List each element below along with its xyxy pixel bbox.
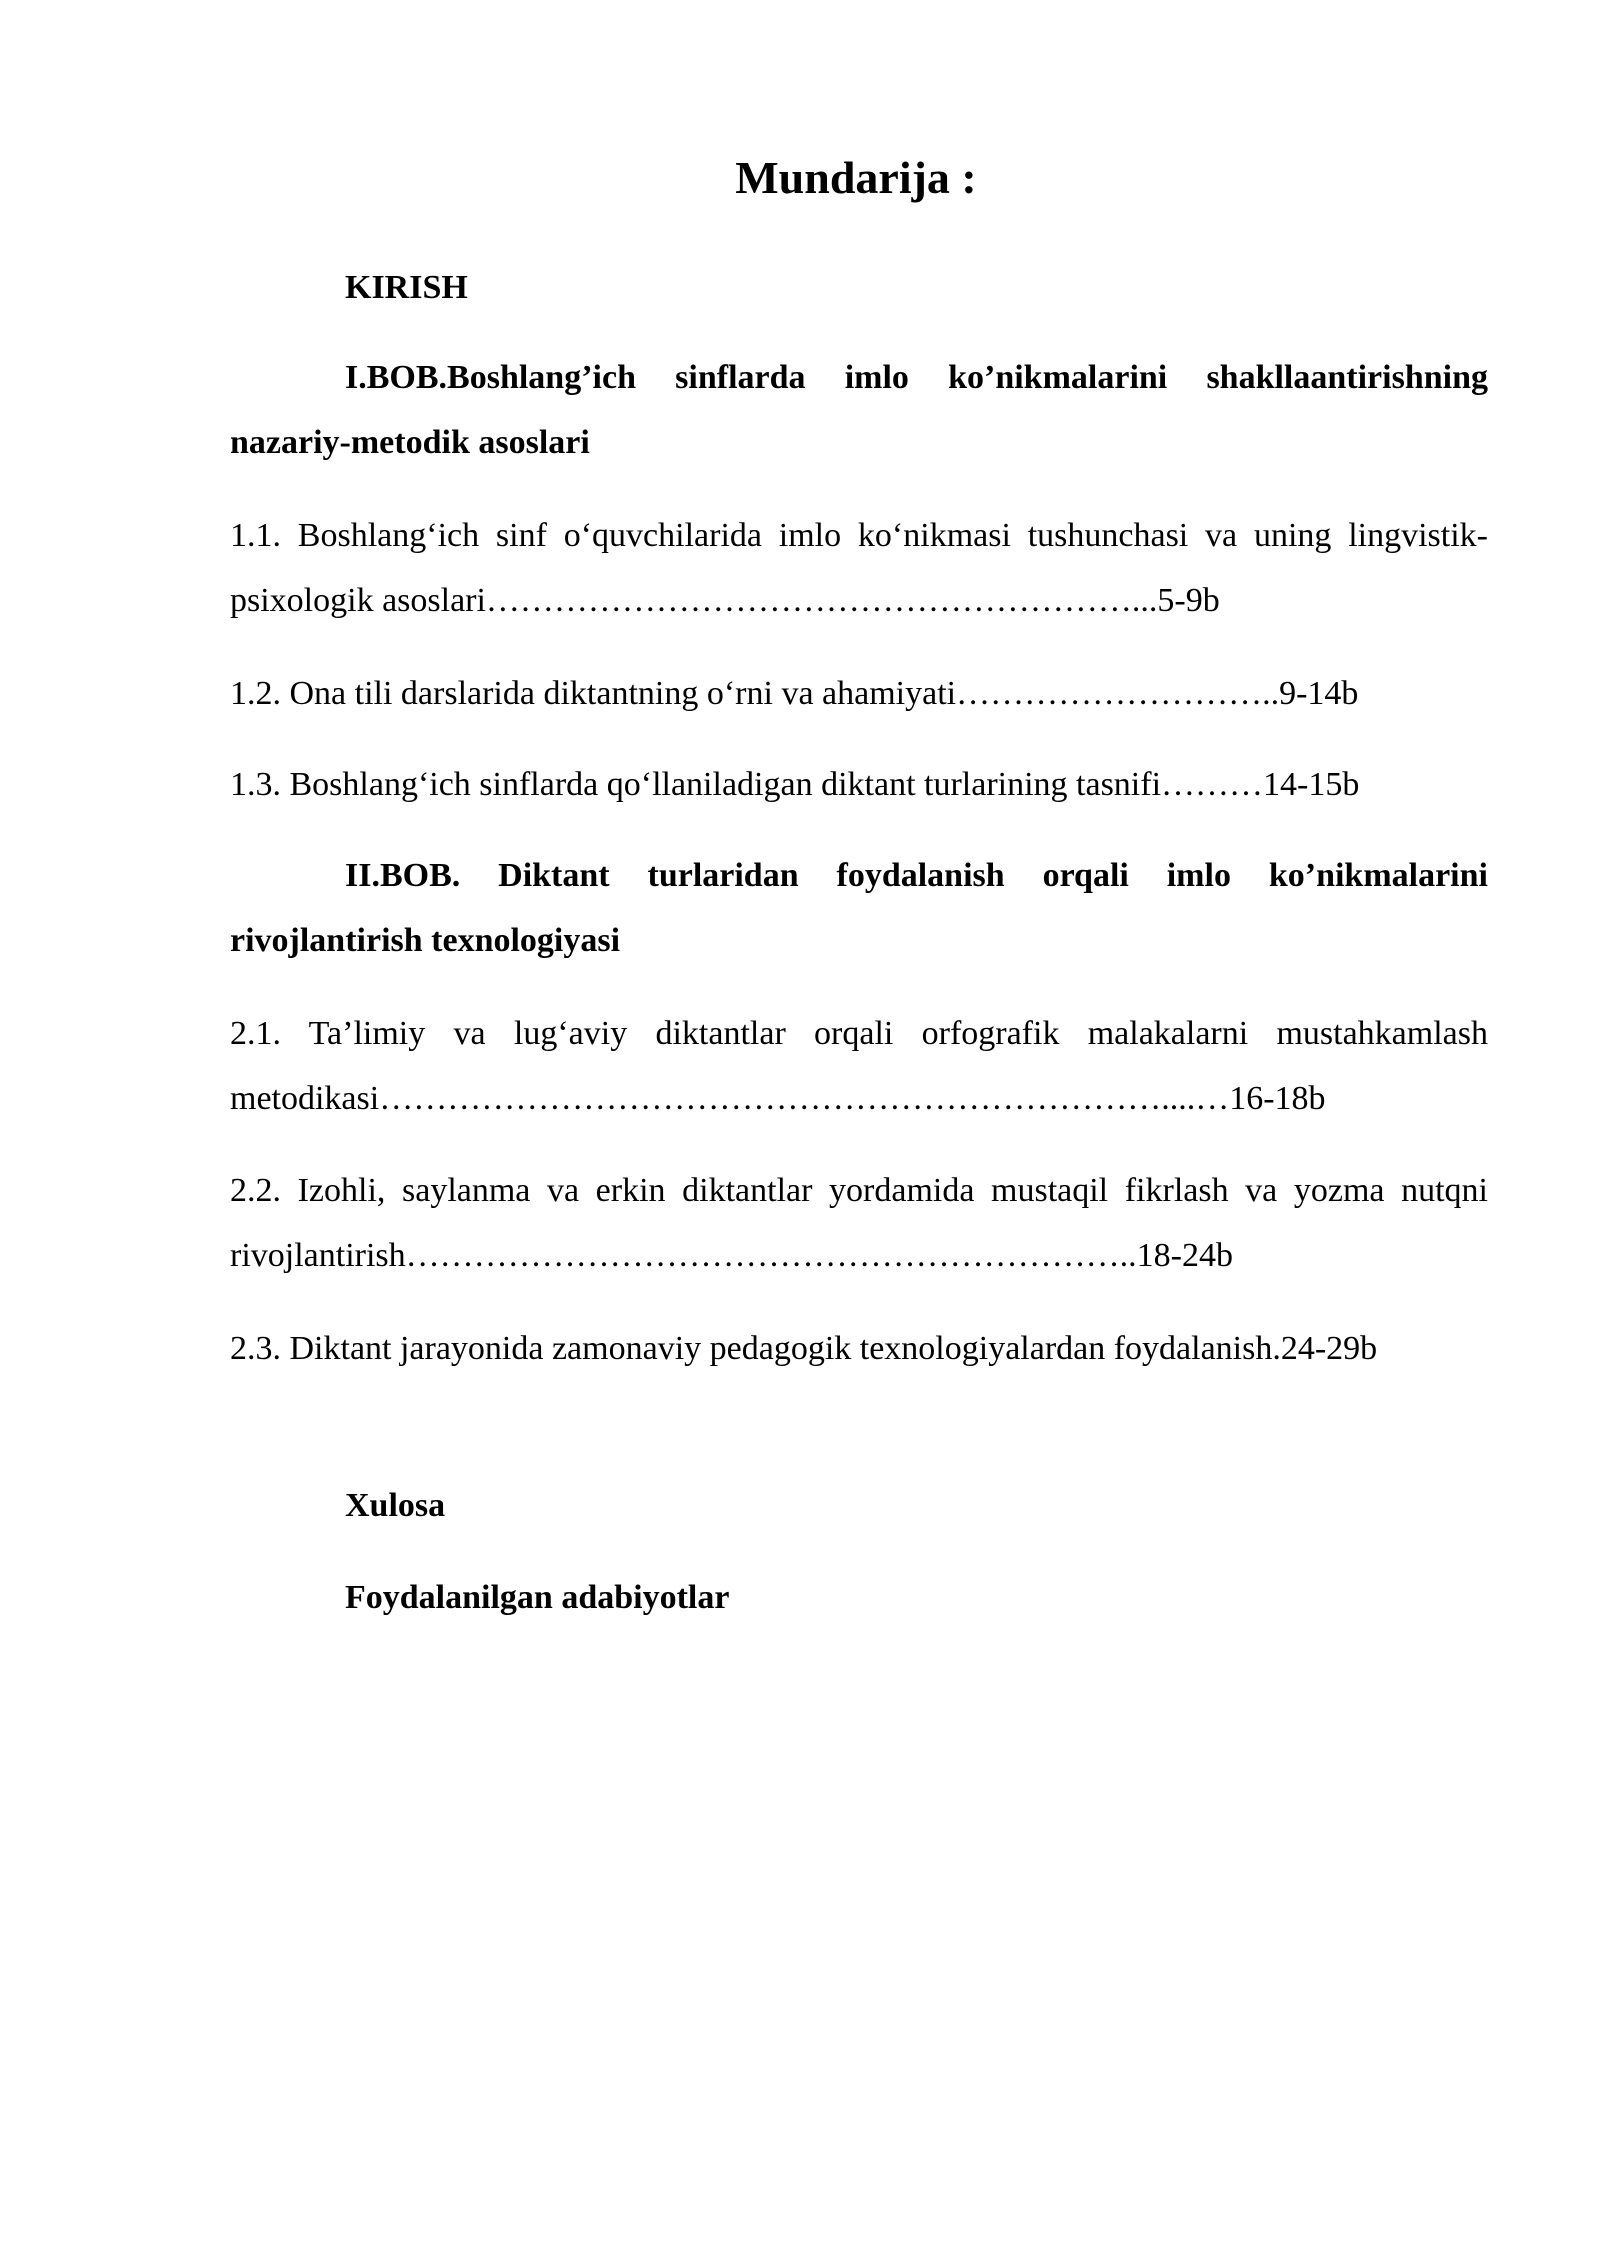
toc-chapter-2: II.BOB. Diktant turlaridan foydalanish orqali imlo ko’nikmalarini rivojlantirish texnologiyasi [230, 857, 1488, 959]
toc-item-2-3: 2.3. Diktant jarayonida zamonaviy pedagogik texnologiyalardan foydalanish.24-29b [230, 1330, 1378, 1367]
toc-item-1-2: 1.2. Ona tili darslarida diktantning o‘rni va ahamiyati………………………..9-14b [230, 675, 1359, 712]
toc-item-1-1: 1.1. Boshlang‘ich sinf o‘quvchilarida imlo ko‘nikmasi tushunchasi va uning lingvistik-psixologik asoslari…………………………………………………...5-9b [230, 517, 1488, 619]
toc-chapter-1: I.BOB.Boshlang’ich sinflarda imlo ko’nikmalarini shakllaantirishning nazariy-metodik asoslari [230, 359, 1488, 461]
toc-conclusion: Xulosa [345, 1487, 446, 1524]
toc-intro: KIRISH [345, 269, 468, 306]
page-title: Mundarija : [735, 152, 977, 203]
toc-item-2-1: 2.1. Ta’limiy va lug‘aviy diktantlar orqali orfografik malakalarni mustahkamlash metodikasi……………………………………………………………....…16-18b [230, 1015, 1488, 1117]
toc-item-1-3: 1.3. Boshlang‘ich sinflarda qo‘llaniladigan diktant turlarining tasnifi………14-15b [230, 766, 1360, 803]
toc-item-2-2: 2.2. Izohli, saylanma va erkin diktantlar yordamida mustaqil fikrlash va yozma nutqni rivojlantirish………………………………………………………..18-24b [230, 1172, 1488, 1274]
toc-references: Foydalanilgan adabiyotlar [345, 1579, 730, 1616]
